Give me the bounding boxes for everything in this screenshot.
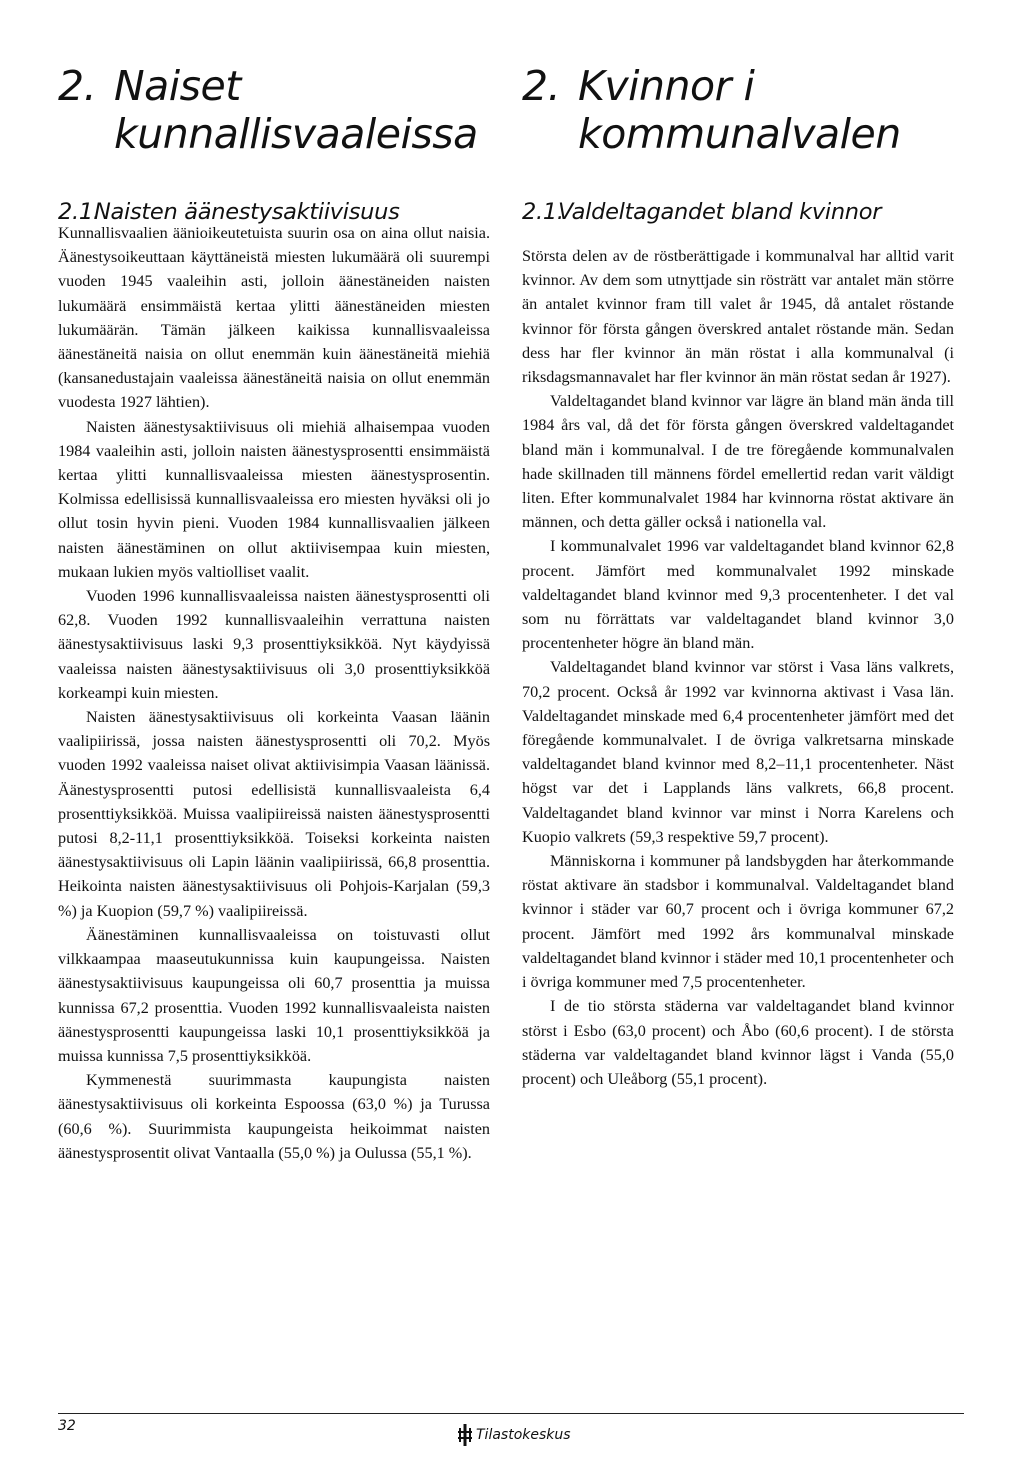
paragraph: Största delen av de röstberättigade i kommunalval har alltid varit kvinnor. Av dem som utnyttjade sin rösträtt var antalet män större än antalet kvinnor fram till valet år 1945, då antalet röstande kvinnor för första gången överskred antalet röstande män. Sedan dess har fler kvinnor än män röstat i alla kommunalval (i riksdagsmannavalet har fler kvinnor än män röstat sedan år 1927). bbox=[522, 247, 954, 387]
section-title-sv bbox=[522, 198, 881, 226]
paragraph: I de tio största städerna var valdeltagandet bland kvinnor störst i Esbo (63,0 procent) och Åbo (60,6 procent). I de största städerna var valdeltagandet bland kvinnor lägst i Vanda (55,0 procent) och Uleåborg (55,1 procent). bbox=[522, 997, 954, 1088]
chapter-title-line2: kommunalvalen bbox=[578, 110, 901, 158]
publisher-logo bbox=[458, 1422, 571, 1448]
chapter-number: 2. bbox=[58, 62, 97, 110]
section-number: 2.1. bbox=[58, 199, 100, 225]
chapter-title-line1: Naiset bbox=[114, 62, 241, 110]
paragraph: Valdeltagandet bland kvinnor var lägre än bland män ända till 1984 års val, då det för första gången överskred valdeltagandet bland män i kommunalval. I de tre föregående kommunalvalen hade skillnaden till männens fördel emellertid redan varit väldigt liten. Efter kommunalvalet 1984 har kvinnorna röstat aktivare än männen, och detta gäller också i nationella val. bbox=[522, 392, 954, 532]
body-text-fi bbox=[58, 221, 490, 1165]
body-text-sv bbox=[522, 244, 954, 1091]
section-title-text: Naisten äänestysaktiivisuus bbox=[94, 199, 400, 225]
paragraph: Vuoden 1996 kunnallisvaaleissa naisten äänestysprosentti oli 62,8. Vuoden 1992 kunnallisvaaleihin verrattuna naisten äänestysaktiivisuus laski 9,3 prosenttiyksikköä. Nyt käydyissä vaaleissa naisten äänestysaktiivisuus oli 3,0 prosenttiyksikköä korkeampi kuin miesten. bbox=[58, 587, 490, 702]
page-number: 32 bbox=[58, 1418, 76, 1434]
publisher-name: Tilastokeskus bbox=[476, 1427, 571, 1443]
chapter-title-line2: kunnallisvaaleissa bbox=[114, 110, 478, 158]
paragraph: Äänestäminen kunnallisvaaleissa on toistuvasti ollut vilkkaampaa maaseutukunnissa kuin kaupungeissa. Naisten äänestysaktiivisuus kaupungeissa oli 60,7 prosenttia ja muissa kunnissa 67,2 prosenttia. Vuoden 1992 kunnallisvaaleista naisten äänestysprosentti kaupungeissa laski 10,1 prosenttiyksikköä ja muissa kunnissa 7,5 prosenttiyksikköä. bbox=[58, 925, 490, 1065]
paragraph: Valdeltagandet bland kvinnor var störst i Vasa läns valkrets, 70,2 procent. Också år 1992 var kvinnorna aktivast i Vasa län. Valdeltagandet minskade med 6,4 procentenheter jämfört med det föregående kommunalvalet. I de övriga valkretsarna minskade valdeltagandet bland kvinnor med 8,2–11,1 procentenheter. Näst högst var det i Lapplands läns valkrets, 66,8 procent. Valdeltagandet bland kvinnor var minst i Norra Karelens och Kuopio valkrets (59,3 respektive 59,7 procent). bbox=[522, 658, 954, 846]
chapter-title-line1: Kvinnor i bbox=[578, 62, 755, 110]
paragraph: Kunnallisvaalien äänioikeutetuista suurin osa on aina ollut naisia. Äänestysoikeuttaan käyttäneistä miesten lukumäärä oli suurempi vuoden 1945 vaaleihin asti, jolloin äänestäneiden naisten lukumäärä ensimmäistä kertaa ylitti äänestäneiden miesten lukumäärän. Tämän jälkeen kaikissa kunnallisvaaleissa äänestäneitä naisia on ollut enemmän kuin äänestäneitä miehiä (kansanedustajain vaaleissa äänestäneitä naisia on ollut enemmän vuodesta 1927 lähtien). bbox=[58, 224, 490, 412]
section-title-text: Valdeltagandet bland kvinnor bbox=[558, 199, 882, 225]
chapter-number: 2. bbox=[522, 62, 561, 110]
footer-divider bbox=[58, 1413, 964, 1414]
paragraph: Människorna i kommuner på landsbygden har återkommande röstat aktivare än stadsbor i kommunalval. Valdeltagandet bland kvinnor i städer var 60,7 procent och i övriga kommuner 67,2 procent. Jämfört med 1992 års kommunalval minskade valdeltagandet bland kvinnor i städer med 10,1 procentenheter och i övriga kommuner med 7,5 procentenheter. bbox=[522, 852, 954, 992]
chapter-title-sv bbox=[522, 62, 982, 158]
chapter-title-fi bbox=[58, 62, 518, 158]
section-number: 2.1. bbox=[522, 199, 564, 225]
paragraph: Kymmenestä suurimmasta kaupungista naisten äänestysaktiivisuus oli korkeinta Espoossa (63,0 %) ja Turussa (60,6 %). Suurimmista kaupungeista heikoimmat naisten äänestysprosentit olivat Vantaalla (55,0 %) ja Oulussa (55,1 %). bbox=[58, 1071, 490, 1162]
statistics-finland-logo-icon bbox=[458, 1424, 472, 1446]
paragraph: Naisten äänestysaktiivisuus oli miehiä alhaisempaa vuoden 1984 vaaleihin asti, jolloin naisten äänestysprosentti ensimmäistä kertaa ylitti kunnallisvaaleissa miesten äänestysprosentin. Kolmissa edellisissä kunnallisvaaleissa ero miesten hyväksi oli jo ollut tosin hyvin pieni. Vuoden 1984 kunnallisvaalien jälkeen naisten äänestäminen on ollut aktiivisempaa kuin miesten, mukaan lukien myös valtiolliset vaalit. bbox=[58, 417, 490, 581]
paragraph: I kommunalvalet 1996 var valdeltagandet bland kvinnor 62,8 procent. Jämfört med kommunalvalet 1992 minskade valdeltagandet bland kvinnor med 9,3 procentenheter. I det val som nu förrättats var valdeltagandet bland kvinnor 3,0 procentenheter högre än bland män. bbox=[522, 537, 954, 653]
paragraph: Naisten äänestysaktiivisuus oli korkeinta Vaasan läänin vaalipiirissä, jossa naisten äänestysprosentti oli 70,2. Myös vuoden 1992 vaaleissa naiset olivat aktiivisimpia Vaasan läänissä. Äänestysprosentti putosi edellisistä kunnallisvaaleista 6,4 prosenttiyksikköä. Muissa vaalipiireissä naisten äänestysprosentti putosi 8,2-11,1 prosenttiyksikköä. Toiseksi korkeinta naisten äänestysaktiivisuus oli Lapin läänin vaalipiirissä, 66,8 prosenttia. Heikointa naisten äänestysaktiivisuus oli Pohjois-Karjalan (59,3 %) ja Kuopion (59,7 %) vaalipiireissä. bbox=[58, 708, 490, 920]
